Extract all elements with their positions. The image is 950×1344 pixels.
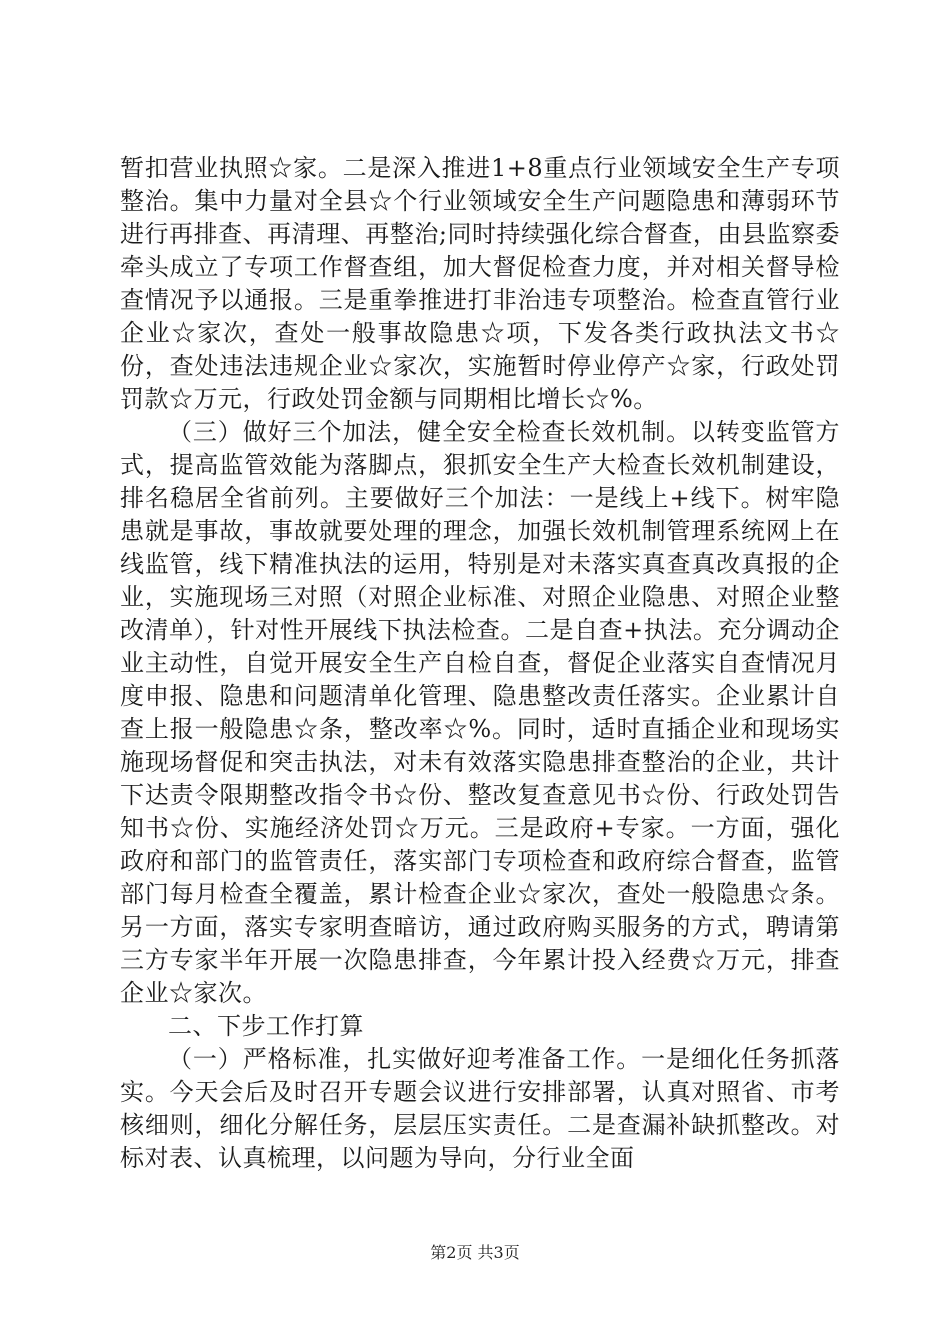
paragraph-continuation: 暂扣营业执照☆家。二是深入推进1+8重点行业领域安全生产专项整治。集中力量对全县☆个行业领域安全生产问题隐患和薄弱环节进行再排查、再清理、再整治;同时持续强化综合督查，由县监察委牵头成立了专项工作督查组，加大督促检查力度，并对相关督导检查情况予以通报。三是重拳推进打非治违专项整治。检查直管行业企业☆家次，查处一般事故隐患☆项，下发各类行政执法文书☆份，查处违法违规企业☆家次，实施暂时停业停产☆家，行政处罚罚款☆万元，行政处罚金额与同期相比增长☆%。 (120, 154, 840, 413)
page-footer: 第2页 共3页 (430, 1243, 520, 1262)
section-heading-next-steps: 二、下步工作打算 (168, 1012, 364, 1040)
paragraph-section-three: （三）做好三个加法，健全安全检查长效机制。以转变监管方式，提高监管效能为落脚点，狠抓安全生产大检查长效机制建设，排名稳居全省前列。主要做好三个加法：一是线上+线下。树牢隐患就是事故，事故就要处理的理念，加强长效机制管理系统网上在线监管，线下精准执法的运用，特别是对未落实真查真改真报的企业，实施现场三对照（对照企业标准、对照企业隐患、对照企业整改清单），针对性开展线下执法检查。二是自查+执法。充分调动企业主动性，自觉开展安全生产自检自查，督促企业落实自查情况月度申报、隐患和问题清单化管理、隐患整改责任落实。企业累计自查上报一般隐患☆条，整改率☆%。同时，适时直插企业和现场实施现场督促和突击执法，对未有效落实隐患排查整治的企业，共计下达责令限期整改指令书☆份、整改复查意见书☆份、行政处罚告知书☆份、实施经济处罚☆万元。三是政府+专家。一方面，强化政府和部门的监管责任，落实部门专项检查和政府综合督查，监管部门每月检查全覆盖，累计检查企业☆家次，查处一般隐患☆条。另一方面，落实专家明查暗访，通过政府购买服务的方式，聘请第三方专家半年开展一次隐患排查，今年累计投入经费☆万元，排查企业☆家次。 (120, 418, 840, 1007)
document-body (120, 152, 840, 1175)
paragraph-item-one: （一）严格标准，扎实做好迎考准备工作。一是细化任务抓落实。今天会后及时召开专题会议进行安排部署，认真对照省、市考核细则，细化分解任务，层层压实责任。二是查漏补缺抓整改。对标对表、认真梳理，以问题为导向，分行业全面 (120, 1045, 840, 1172)
